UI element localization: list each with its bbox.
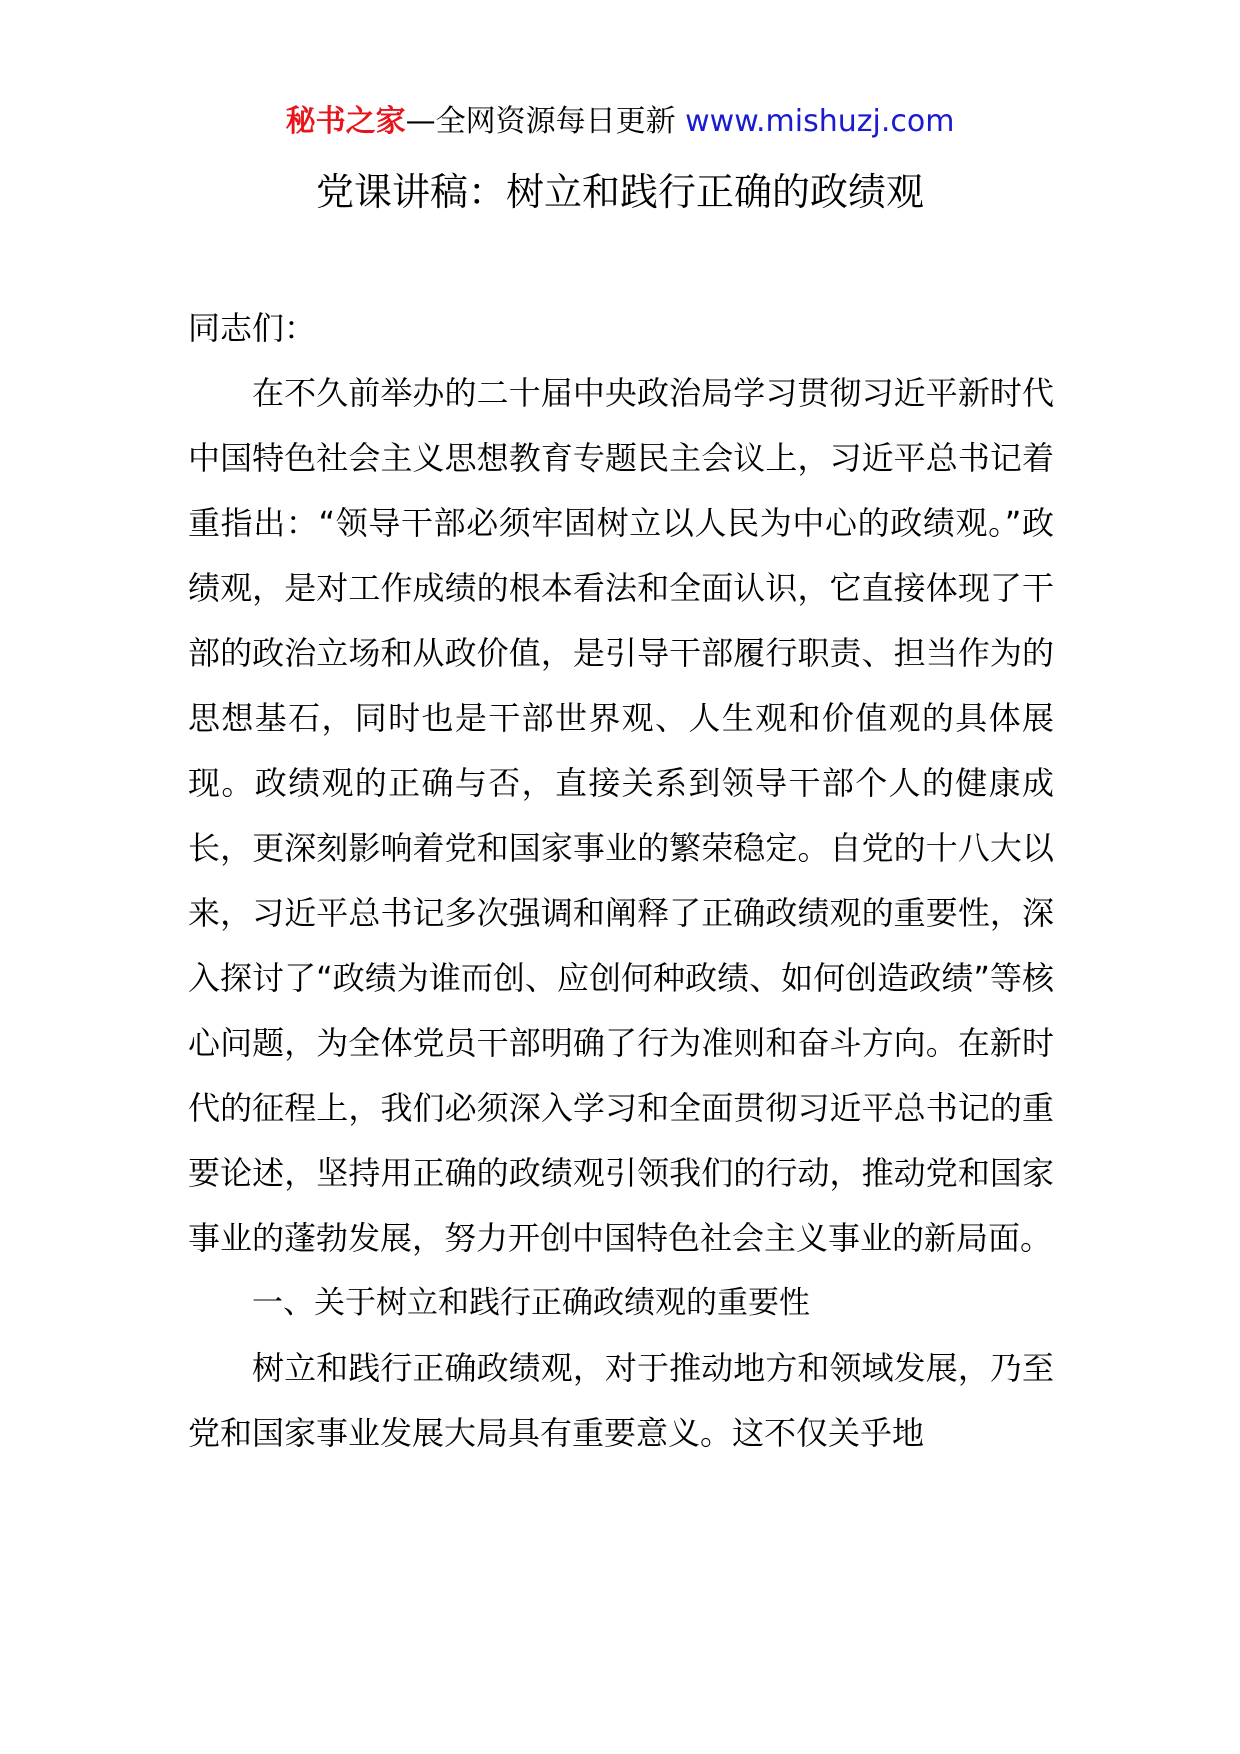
site-name: 秘书之家 — [285, 104, 406, 139]
site-tagline: —全网资源每日更新 — [405, 104, 686, 139]
section-heading-1: 一、关于树立和践行正确政绩观的重要性 — [252, 1285, 810, 1321]
site-header — [0, 100, 1240, 144]
document-body — [188, 296, 1054, 1466]
document-title: 党课讲稿：树立和践行正确的政绩观 — [315, 170, 924, 214]
paragraph-intro: 在不久前举办的二十届中央政治局学习贯彻习近平新时代中国特色社会主义思想教育专题民主会议上，习近平总书记着重指出：“领导干部必须牢固树立以人民为中心的政绩观。”政绩观，是对工作成绩的根本看法和全面认识，它直接体现了干部的政治立场和从政价值，是引导干部履行职责、担当作为的思想基石，同时也是干部世界观、人生观和价值观的具体展现。政绩观的正确与否，直接关系到领导干部个人的健康成长，更深刻影响着党和国家事业的繁荣稳定。自党的十八大以来，习近平总书记多次强调和阐释了正确政绩观的重要性，深入探讨了“政绩为谁而创、应创何种政绩、如何创造政绩”等核心问题，为全体党员干部明确了行为准则和奋斗方向。在新时代的征程上，我们必须深入学习和全面贯彻习近平总书记的重要论述，坚持用正确的政绩观引领我们的行动，推动党和国家事业的蓬勃发展，努力开创中国特色社会主义事业的新局面。 — [188, 374, 1054, 1257]
paragraph-section-1: 树立和践行正确政绩观，对于推动地方和领域发展，乃至党和国家事业发展大局具有重要意义。这不仅关乎地 — [188, 1349, 1054, 1452]
site-url-link[interactable]: www.mishuzj.com — [685, 104, 955, 139]
salutation: 同志们： — [188, 309, 317, 347]
